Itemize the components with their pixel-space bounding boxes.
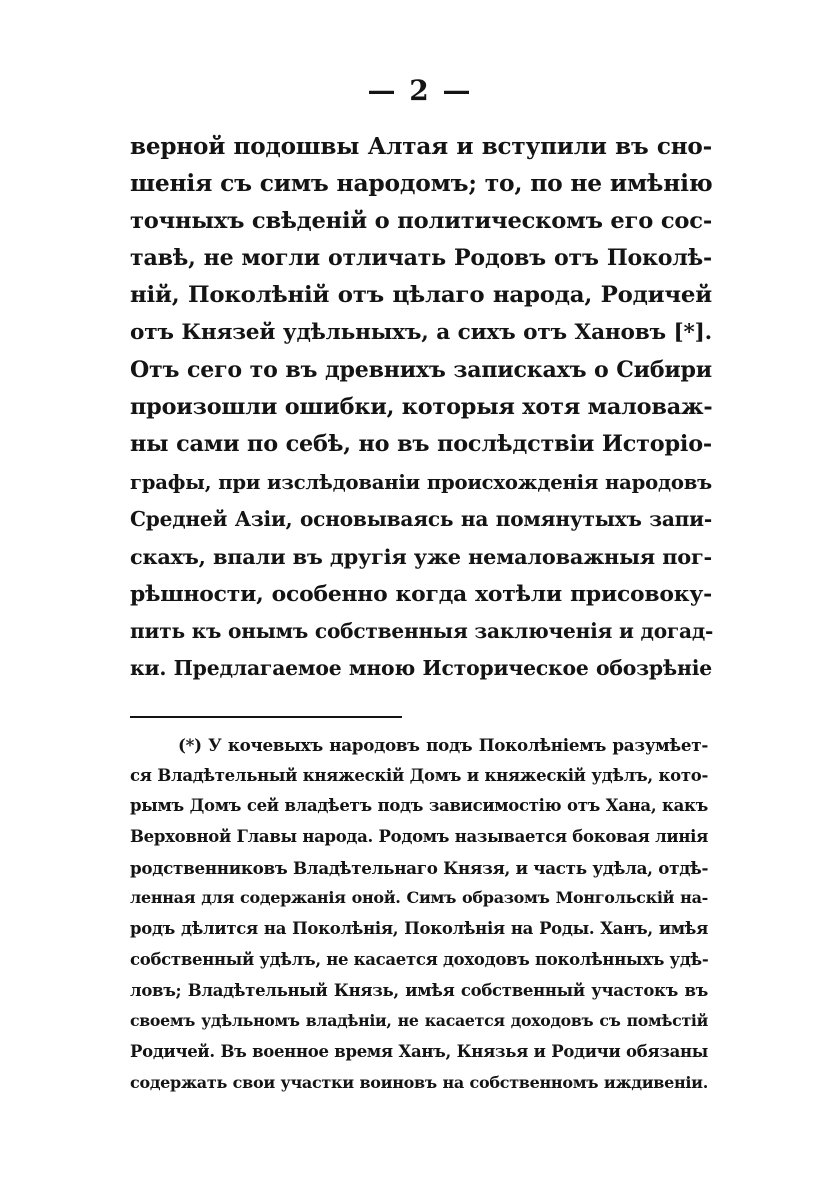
text-line: ній, Поколѣній отъ цѣлаго народа, Родичей xyxy=(130,282,712,309)
text-line: произошли ошибки, которыя хотя маловаж- xyxy=(130,394,713,421)
text-line: отъ Князей удѣльныхъ, а сихъ отъ Хановъ [*]. xyxy=(130,320,712,346)
text-line: верной подошвы Алтая и вступили въ сно- xyxy=(130,133,712,160)
text-line: рѣшности, особенно когда хотѣли присовоку- xyxy=(130,580,712,607)
footnote-line: собственный удѣлъ, не касается доходовъ поколѣнныхъ удѣ- xyxy=(130,949,709,969)
footnote-line: рымъ Домъ сей владѣетъ подъ зависимостію отъ Хана, какъ xyxy=(130,796,708,816)
text-line: шенія съ симъ народомъ; то, по не имѣнію xyxy=(130,169,713,198)
footnote-line: Родичей. Въ военное время Ханъ, Князья и Родичи обязаны xyxy=(130,1041,708,1061)
text-line: скахъ, впали въ другія уже немаловажныя пог- xyxy=(130,544,712,570)
text-line: Средней Азіи, основываясь на помянутыхъ запи- xyxy=(130,506,712,531)
footnote-line: Верховной Главы народа. Родомъ называется боковая линія xyxy=(130,827,708,847)
text-line: графы, при изслѣдованіи происхожденія народовъ xyxy=(130,470,712,494)
footnote-line: родъ дѣлится на Поколѣнія, Поколѣнія на Роды. Ханъ, имѣя xyxy=(130,919,708,939)
text-line: Отъ сего то въ древнихъ запискахъ о Сибири xyxy=(130,356,712,383)
text-line: тавѣ, не могли отличать Родовъ отъ Поколѣ- xyxy=(130,244,712,271)
footnote-line: содержать свои участки воиновъ на собственномъ иждивеніи. xyxy=(130,1072,708,1092)
footnote xyxy=(130,730,708,1098)
text-line: ки. Предлагаемое мною Историческое обозрѣніе xyxy=(130,656,712,681)
page-number: — 2 — xyxy=(367,74,473,107)
text-line: пить къ онымъ собственныя заключенія и догад- xyxy=(130,618,714,643)
footnote-line: ловъ; Владѣтельный Князь, имѣя собственный участокъ въ xyxy=(130,980,708,1000)
main-text xyxy=(130,128,712,687)
footnote-line: (*) У кочевыхъ народовъ подъ Поколѣніемъ разумѣет- xyxy=(178,735,708,755)
footnote-line: ленная для содержанія оной. Симъ образомъ Монгольскій на- xyxy=(130,888,708,908)
footnote-divider xyxy=(130,716,402,718)
text-line: точныхъ свѣденій о политическомъ его сос- xyxy=(130,207,712,234)
footnote-line: родственниковъ Владѣтельнаго Князя, и часть удѣла, отдѣ- xyxy=(130,857,709,878)
footnote-line: своемъ удѣльномъ владѣніи, не касается доходовъ съ помѣстій xyxy=(130,1011,708,1031)
text-line: ны сами по себѣ, но въ послѣдствіи Исторіо- xyxy=(130,431,712,458)
footnote-line: ся Владѣтельный княжескій Домъ и княжескій удѣлъ, кото- xyxy=(130,765,708,785)
